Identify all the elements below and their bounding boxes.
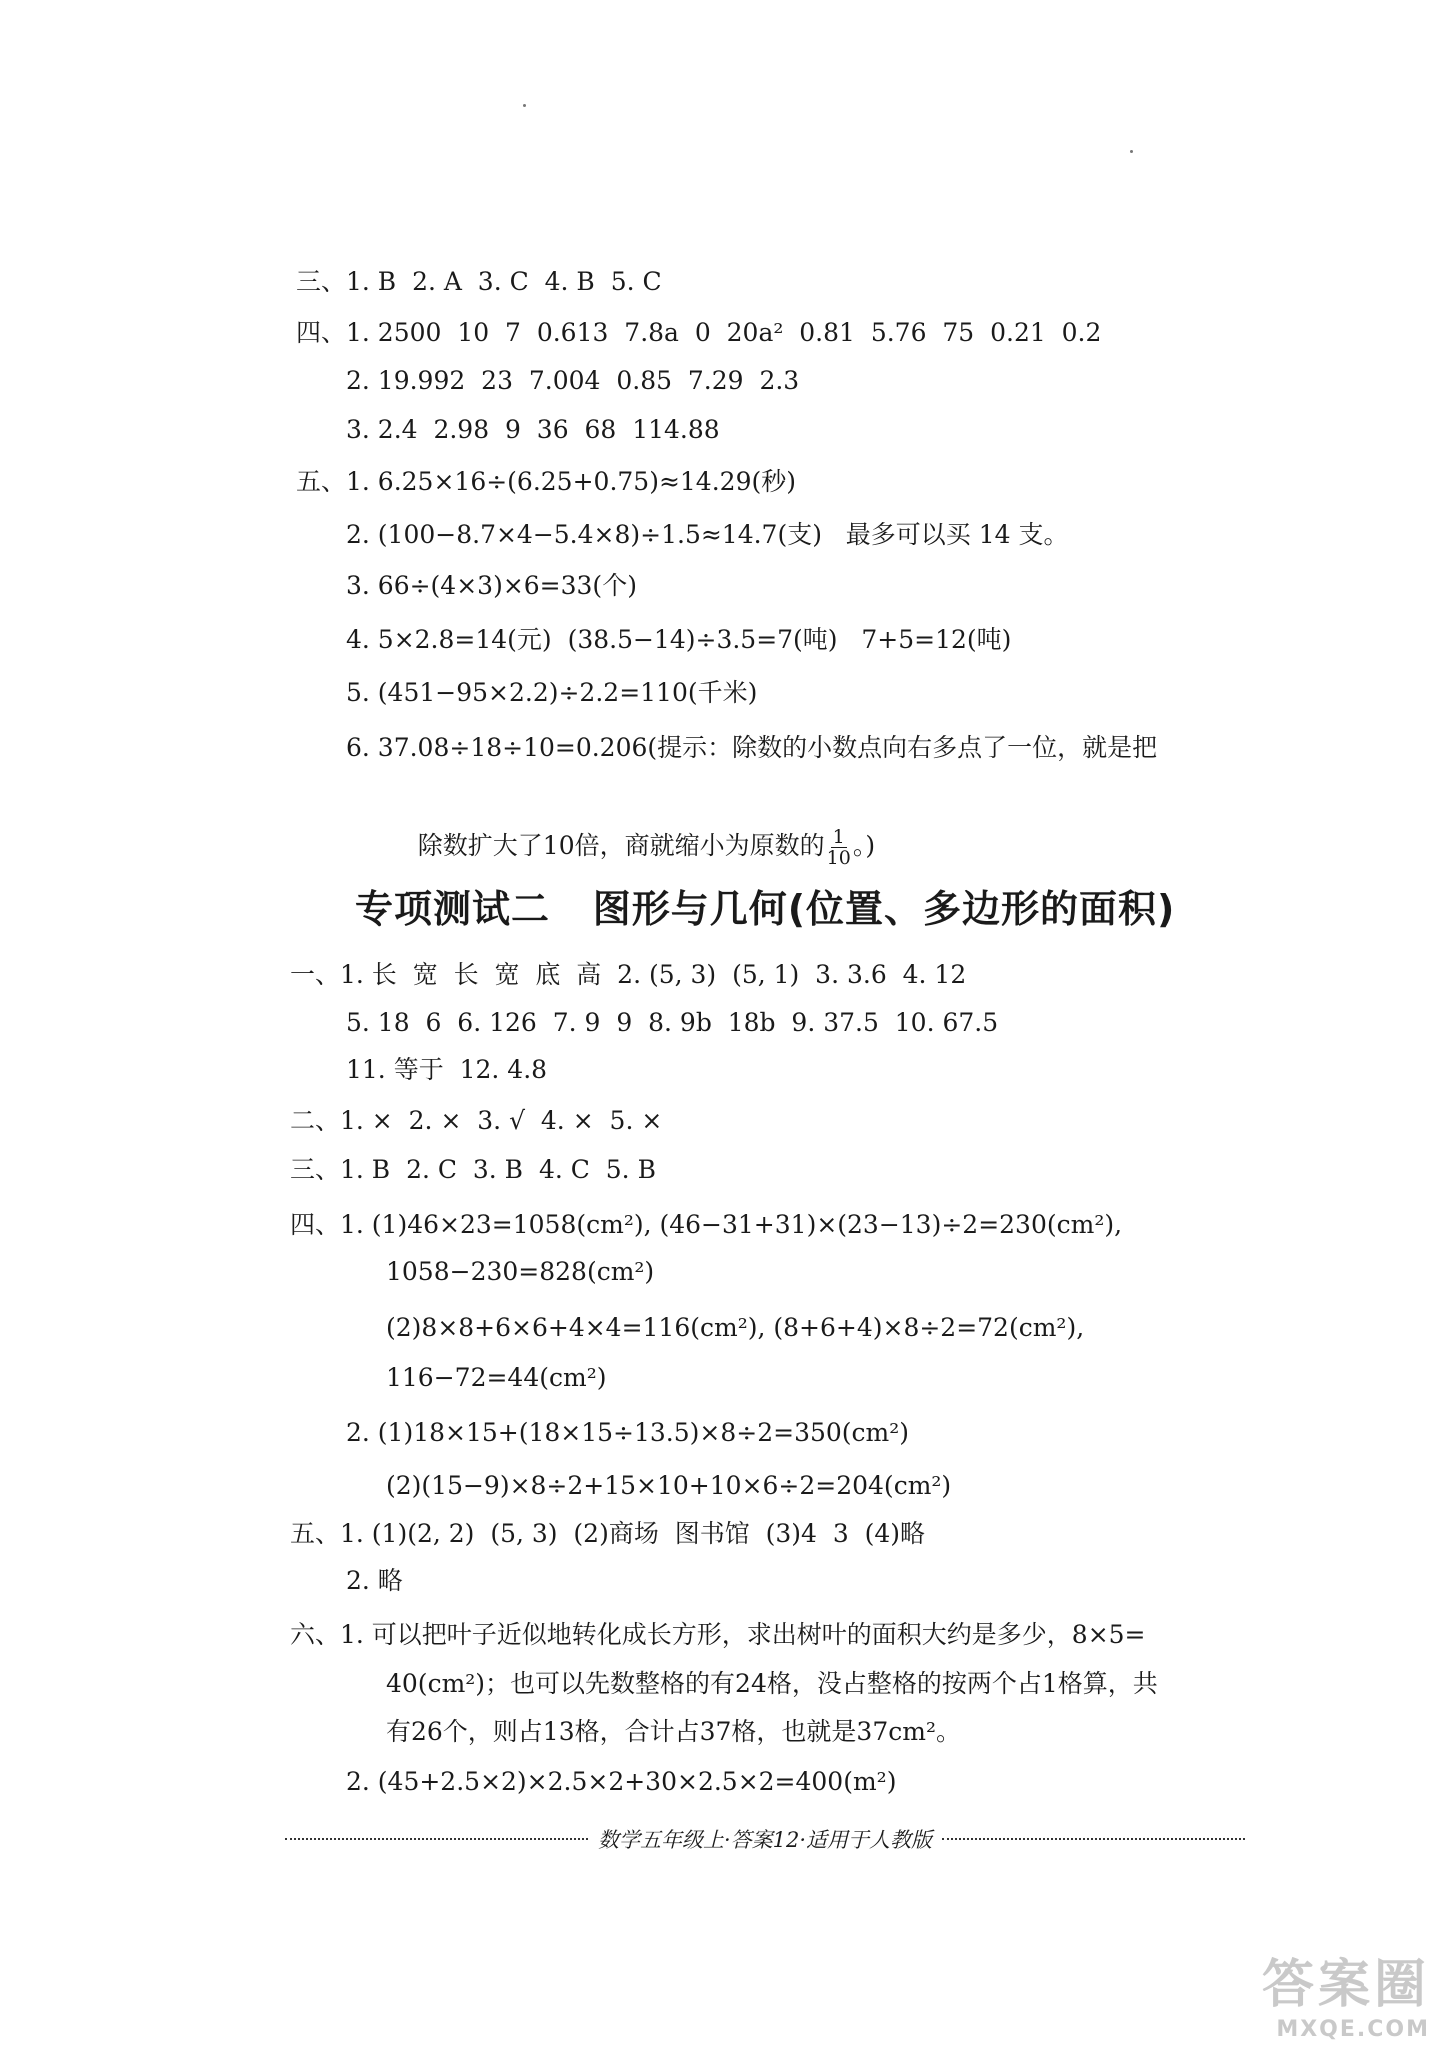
answer-line: 5. (451−95×2.2)÷2.2=110(千米) [346, 678, 758, 707]
answer-line: 1058−230=828(cm²) [386, 1257, 655, 1286]
answer-line: 3. 2.4 2.98 9 36 68 114.88 [346, 415, 720, 444]
footer-text: 数学五年级上·答案12·适用于人教版 [597, 1828, 933, 1852]
answer-line: 三、1. B 2. C 3. B 4. C 5. B [290, 1155, 656, 1184]
answer-line: 有26个，则占13格，合计占37格，也就是37cm²。 [386, 1717, 961, 1746]
fraction [827, 827, 851, 868]
section-title: 专项测试二 图形与几何(位置、多边形的面积) [355, 887, 1176, 931]
fraction-denominator: 10 [826, 847, 851, 869]
answer-line: 六、1. 可以把叶子近似地转化成长方形，求出树叶的面积大约是多少，8×5= [290, 1620, 1146, 1649]
fraction-numerator: 1 [832, 826, 845, 848]
answer-line: 2. (1)18×15+(18×15÷13.5)×8÷2=350(cm²) [346, 1418, 910, 1447]
watermark-logo-text: 答案圈 [1261, 1955, 1430, 2015]
answer-line: 一、1. 长 宽 长 宽 底 高 2. (5, 3) (5, 1) 3. 3.6 4. 12 [290, 960, 967, 989]
watermark-url: MXQE.COM [1276, 2017, 1430, 2042]
answer-line: 四、1. (1)46×23=1058(cm²), (46−31+31)×(23−13)÷2=230(cm²), [290, 1210, 1123, 1239]
answer-line: 2. (45+2.5×2)×2.5×2+30×2.5×2=400(m²) [346, 1767, 897, 1796]
answer-line: 116−72=44(cm²) [386, 1363, 607, 1392]
answer-text: 除数扩大了10倍，商就缩小为原数的 [417, 831, 825, 860]
answer-line: 40(cm²)；也可以先数整格的有24格，没占整格的按两个占1格算，共 [386, 1669, 1158, 1698]
answer-line: 2. 略 [346, 1566, 403, 1595]
answer-text: 。) [852, 831, 876, 860]
answer-line: 二、1. × 2. × 3. √ 4. × 5. × [290, 1106, 663, 1135]
answer-line: 5. 18 6 6. 126 7. 9 9 8. 9b 18b 9. 37.5 10. 67.5 [346, 1008, 999, 1037]
answer-line: 三、1. B 2. A 3. C 4. B 5. C [296, 267, 662, 296]
answer-line: 6. 37.08÷18÷10=0.206(提示：除数的小数点向右多点了一位，就是把 [346, 733, 1158, 762]
answer-line: 五、1. 6.25×16÷(6.25+0.75)≈14.29(秒) [296, 467, 796, 496]
watermark-logo [1262, 1942, 1430, 2042]
answer-line: 11. 等于 12. 4.8 [346, 1055, 548, 1084]
answer-line: 四、1. 2500 10 7 0.613 7.8a 0 20a² 0.81 5.76 75 0.21 0.2 [296, 318, 1102, 347]
answer-line: (2)(15−9)×8÷2+15×10+10×6÷2=204(cm²) [386, 1471, 952, 1500]
answer-line: (2)8×8+6×6+4×4=116(cm²), (8+6+4)×8÷2=72(cm²), [386, 1313, 1085, 1342]
answer-line: 2. (100−8.7×4−5.4×8)÷1.5≈14.7(支) 最多可以买 14 支。 [346, 520, 1069, 549]
answer-line: 3. 66÷(4×3)×6=33(个) [346, 571, 637, 600]
scan-speck [523, 104, 526, 107]
scan-speck [1130, 150, 1133, 153]
answer-line: 4. 5×2.8=14(元) (38.5−14)÷3.5=7(吨) 7+5=12(吨) [346, 625, 1012, 654]
footer-rule-right [942, 1838, 1245, 1840]
page-footer [285, 1824, 1245, 1854]
answer-line: 五、1. (1)(2, 2) (5, 3) (2)商场 图书馆 (3)4 3 (4)略 [290, 1519, 926, 1548]
answer-line: 2. 19.992 23 7.004 0.85 7.29 2.3 [346, 366, 800, 395]
footer-rule-left [285, 1838, 588, 1840]
